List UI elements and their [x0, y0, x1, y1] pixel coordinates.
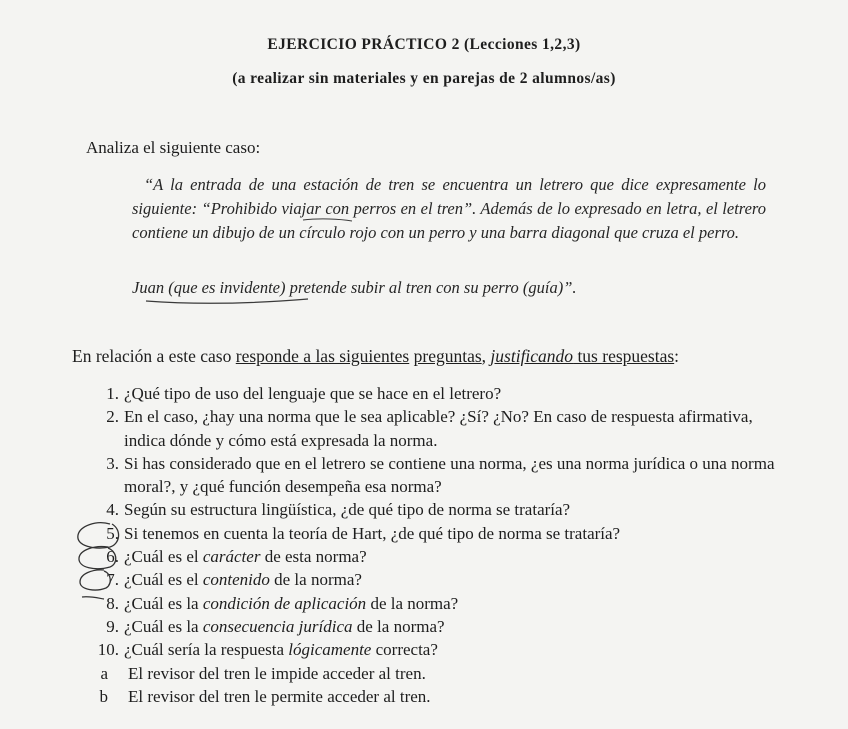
- question-text: [124, 545, 784, 568]
- page-title: EJERCICIO PRÁCTICO 2 (Lecciones 1,2,3): [267, 36, 581, 53]
- question-item: [0, 592, 848, 615]
- option-letter: a: [100, 663, 108, 683]
- question-text-part: ¿Cuál es la: [124, 616, 203, 636]
- question-text: [124, 615, 784, 638]
- question-text-part: de la norma?: [352, 616, 445, 636]
- question-number: 1.: [106, 384, 119, 403]
- question-text-part: correcta?: [371, 640, 438, 660]
- question-number: 9.: [106, 616, 119, 636]
- option-letter: b: [99, 686, 108, 706]
- case-paragraph-1: “A la entrada de una estación de tren se encuentra un letrero que dice expresamente lo siguiente: “Prohibido viajar con perros en el tren”. Además de lo expresado en letra, el letrero contiene un dibujo de un círculo rojo con un perro y una barra diagonal que cruza el perro.: [132, 175, 766, 242]
- question-item: [0, 568, 848, 591]
- instructions: [72, 346, 679, 367]
- question-text: Según su estructura lingüística, ¿de qué tipo de norma se trataría?: [124, 500, 571, 520]
- question-text-part: ¿Cuál sería la respuesta: [124, 640, 289, 660]
- question-item: [0, 615, 848, 638]
- question-text: [124, 592, 784, 615]
- page-subtitle: (a realizar sin materiales y en parejas de 2 alumnos/as): [232, 70, 616, 87]
- question-text-part: ¿Cuál es el: [124, 570, 203, 590]
- question-emphasis: condición de aplicación: [202, 593, 367, 613]
- instructions-text: :: [674, 346, 680, 366]
- question-emphasis: carácter: [202, 547, 261, 567]
- question-text: [124, 638, 784, 661]
- instructions-text: ,: [481, 346, 491, 366]
- case-paragraph-2: Juan (que es invidente) pretende subir al tren con su perro (guía)”.: [132, 278, 577, 297]
- question-item: [0, 405, 848, 452]
- question-item: [0, 638, 848, 661]
- question-item: [0, 498, 848, 521]
- instructions-underlined: responde a las siguientes: [235, 346, 410, 366]
- question-number: 3.: [106, 453, 119, 473]
- question-emphasis: lógicamente: [288, 640, 372, 660]
- instructions-underlined: preguntas: [413, 346, 482, 366]
- answer-option: [0, 685, 848, 708]
- question-list: [0, 382, 848, 708]
- question-text: ¿Qué tipo de uso del lenguaje que se hace en el letrero?: [124, 384, 502, 403]
- question-text: Si tenemos en cuenta la teoría de Hart, ¿de qué tipo de norma se trataría?: [124, 523, 621, 543]
- question-text: [124, 568, 784, 591]
- question-text: Si has considerado que en el letrero se contiene una norma, ¿es una norma jurídica o una norma moral?, y ¿qué función desempeña esa norma?: [124, 453, 775, 497]
- question-text-part: ¿Cuál es el: [124, 547, 203, 567]
- question-number: 8.: [106, 593, 119, 613]
- instructions-emphasis: justificando: [490, 346, 574, 366]
- instructions-text: tus respuestas: [573, 346, 675, 366]
- answer-option: [0, 662, 848, 685]
- question-item: [0, 545, 848, 568]
- question-item: [0, 382, 848, 405]
- question-item: [0, 452, 848, 499]
- question-text-part: ¿Cuál es la: [124, 593, 203, 613]
- instructions-text: En relación a este caso: [72, 346, 236, 366]
- question-emphasis: contenido: [202, 570, 270, 590]
- question-number: 2.: [106, 407, 119, 427]
- option-text: El revisor del tren le permite acceder al tren.: [128, 686, 431, 706]
- instructions-underlined: [490, 346, 674, 366]
- question-number: 7.: [106, 570, 119, 590]
- option-text: El revisor del tren le impide acceder al tren.: [128, 663, 426, 683]
- question-item: [0, 522, 848, 545]
- question-number: 5.: [106, 523, 119, 543]
- question-text-part: de la norma?: [366, 593, 459, 613]
- question-text-part: de la norma?: [269, 570, 362, 590]
- case-intro: Analiza el siguiente caso:: [86, 138, 261, 157]
- question-text: En el caso, ¿hay una norma que le sea aplicable? ¿Sí? ¿No? En caso de respuesta afirmativa, indica dónde y cómo está expresada la norma.: [124, 407, 753, 450]
- question-number: 10.: [97, 640, 119, 660]
- question-number: 6.: [106, 547, 119, 567]
- question-number: 4.: [106, 500, 119, 520]
- question-text-part: de esta norma?: [260, 547, 367, 567]
- question-emphasis: consecuencia jurídica: [202, 616, 353, 636]
